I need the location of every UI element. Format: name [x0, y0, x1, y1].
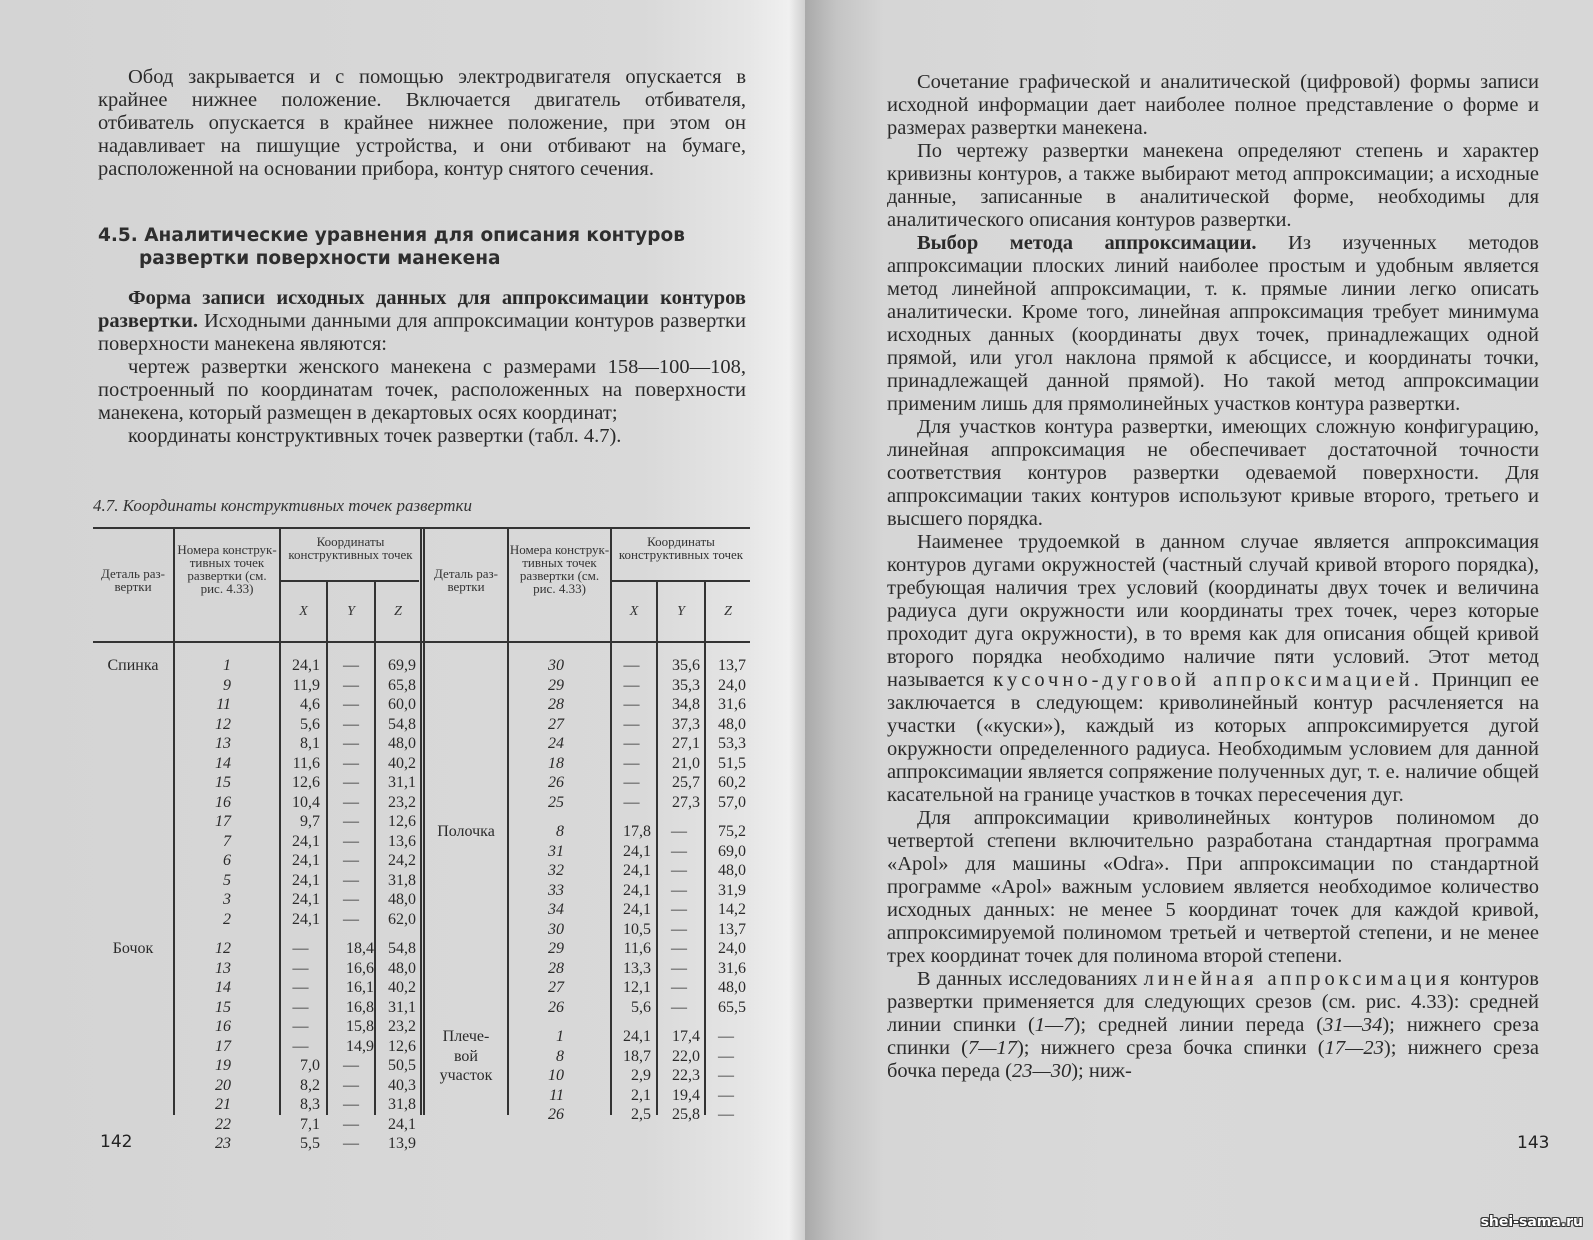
- cell-n: 12: [215, 940, 231, 957]
- cell-x: 11,6: [292, 754, 320, 772]
- cell-y: 35,3: [672, 676, 700, 694]
- cell-z: 51,5: [718, 754, 746, 772]
- paragraph-text: Наименее трудоемкой в данном случае является аппроксимация контуров дугами окружностей (частный случай кривой второго порядка), требующая наличия трех условий (координаты двух точек и величина радиуса дуги окружности или координаты трех точек, через которые проходит дуга окружности), в то время как для описания общей кривой второго порядка необходимо наличие пяти условий. Этот метод называется: [887, 531, 1539, 691]
- cell-z: 24,0: [718, 940, 746, 957]
- cell-y: —: [343, 1057, 359, 1074]
- cell-z: —: [718, 1086, 734, 1104]
- cell-n: 13: [215, 735, 231, 752]
- detail-label: Плече- вой участок: [439, 1028, 493, 1084]
- cell-x: —: [623, 657, 640, 674]
- cell-y: —: [671, 959, 687, 977]
- header-detail: Деталь раз-вертки: [101, 566, 165, 594]
- paragraph-drawing: чертеж развертки женского манекена с размерами 158—100—108, построенный по координатам точек, расположенных на поверхности манекена, который размещен в декартовых осях координат;: [98, 356, 746, 424]
- paragraph-text: ); средней линии переда (: [1073, 1014, 1324, 1036]
- cell-y: —: [343, 1076, 359, 1094]
- page-number-left: 142: [100, 1132, 133, 1152]
- paragraph-text: Из изученных методов аппроксимации плоских линий наиболее простым и удобным является метод линейной аппроксимации, т. к. прямые линии легко описать аналитически. Кроме того, линейная аппроксимация требует минимума исходных данных (координаты двух точек, принадлежащих одной прямой, или угол наклона прямой к абсциссе, и координаты точки, принадлежащей данной прямой). Но такой метод аппроксимации применим лишь для прямолинейных участков контура развертки.: [887, 232, 1539, 415]
- cell-z: 31,8: [388, 1096, 416, 1113]
- cell-x: —: [292, 959, 309, 977]
- cell-n: 7: [223, 832, 231, 850]
- range-ref: 31—34: [1323, 1014, 1383, 1036]
- cell-y: 21,0: [672, 754, 700, 772]
- cell-y: —: [343, 1096, 359, 1113]
- cell-x: 24,1: [292, 910, 320, 928]
- cell-y: —: [343, 1135, 359, 1152]
- paragraph: Сочетание графической и аналитической (цифровой) формы записи исходной информации дает наиболее полное представление о форме и размерах развертки манекена.: [887, 71, 1539, 139]
- paragraph: Для аппроксимации криволинейных контуров полиномом до четвертой степени включительно разработана стандартная программа «Apol» для машины «Odra». При аппроксимации по стандартной программе «Apol» важным условием является необходимое количество исходных данных: не менее 5 координат точек для каждой кривой, аппроксимируемой полиномом третьей и четвертой степени, и не менее трех координат точек для полинома второй степени.: [887, 807, 1539, 967]
- cell-n: 8: [556, 823, 564, 840]
- header-z: Z: [724, 604, 732, 619]
- detail-label: Спинка: [107, 657, 159, 674]
- paragraph-arc-approx: [887, 531, 1539, 807]
- cell-x: 18,7: [623, 1047, 651, 1065]
- cell-y: —: [671, 901, 687, 918]
- cell-z: 31,6: [718, 959, 746, 977]
- cell-n: 14: [215, 979, 231, 996]
- cell-n: 16: [215, 793, 231, 811]
- cell-n: 15: [215, 774, 231, 791]
- cell-x: 24,1: [292, 871, 320, 889]
- paragraph-bold-lead: Выбор метода аппроксимации.: [917, 232, 1257, 254]
- header-coords: Координаты конструктивных точек: [288, 534, 413, 562]
- cell-x: —: [292, 998, 309, 1016]
- cell-z: 31,1: [388, 774, 416, 791]
- header-numbers: Номера конструк-тивных точек развертки (см. рис. 4.33): [509, 542, 610, 596]
- cell-z: 13,7: [718, 920, 746, 938]
- cell-n: 15: [215, 998, 231, 1016]
- cell-x: 24,1: [292, 852, 320, 869]
- cell-z: 13,6: [388, 832, 416, 850]
- cell-y: 34,8: [672, 696, 700, 713]
- range-ref: 1—7: [1034, 1014, 1074, 1036]
- cell-x: 9,7: [300, 813, 320, 830]
- paragraph-text: контуров развертки применяется для следующих срезов (см. рис. 4.33): средней линии спинки (: [887, 968, 1539, 1036]
- cell-x: —: [623, 676, 640, 694]
- cell-x: 24,1: [292, 657, 320, 674]
- cell-y: 18,4: [346, 940, 374, 957]
- cell-y: 14,9: [346, 1037, 374, 1055]
- cell-x: 24,1: [623, 862, 651, 879]
- cell-n: 30: [548, 657, 564, 674]
- detail-label: Бочок: [112, 940, 154, 957]
- cell-x: 11,9: [292, 676, 320, 694]
- cell-n: 1: [556, 1028, 564, 1045]
- paragraph-text: Исходными данными для аппроксимации контуров развертки поверхности манекена являются:: [98, 310, 746, 355]
- cell-x: 24,1: [623, 901, 651, 918]
- cell-n: 19: [215, 1057, 231, 1074]
- cell-n: 1: [223, 657, 231, 674]
- cell-n: 21: [215, 1096, 231, 1113]
- cell-x: 12,1: [623, 979, 651, 996]
- cell-z: 23,2: [388, 1018, 416, 1035]
- cell-x: 2,9: [631, 1067, 651, 1084]
- cell-x: 7,0: [300, 1057, 320, 1074]
- cell-n: 3: [223, 891, 231, 908]
- cell-z: 24,1: [388, 1115, 416, 1133]
- cell-y: 22,3: [672, 1067, 700, 1084]
- paragraph: По чертежу развертки манекена определяют степень и характер кривизны контуров, а также выбирают метод аппроксимации; а исходные данные, записанные в аналитической форме, необходимы для аналитического описания контуров развертки.: [887, 140, 1539, 231]
- cell-x: 24,1: [623, 881, 651, 899]
- cell-n: 10: [548, 1067, 564, 1084]
- cell-x: 24,1: [623, 1028, 651, 1045]
- header-detail: Деталь раз-вертки: [434, 566, 498, 594]
- header-bottom-rule: [93, 641, 750, 643]
- cell-z: 48,0: [718, 862, 746, 879]
- cell-y: —: [671, 920, 687, 938]
- cell-y: —: [343, 735, 359, 752]
- cell-y: —: [343, 1115, 359, 1133]
- cell-y: —: [343, 891, 359, 908]
- header-y: Y: [677, 604, 685, 619]
- paragraph-text: ); нижнего среза бочка спинки (: [1016, 1037, 1325, 1059]
- cell-n: 6: [223, 852, 231, 869]
- cell-x: —: [623, 793, 640, 811]
- cell-x: 24,1: [292, 832, 320, 850]
- section-heading-line1: 4.5. Аналитические уравнения для описания контуров: [98, 225, 685, 246]
- cell-n: 25: [548, 793, 564, 811]
- header-z: Z: [394, 604, 402, 619]
- cell-x: 5,6: [300, 715, 320, 733]
- cell-n: 26: [548, 1106, 564, 1123]
- cell-x: 10,4: [292, 793, 320, 811]
- range-ref: 7—17: [967, 1037, 1017, 1059]
- cell-n: 9: [223, 676, 231, 694]
- cell-n: 17: [215, 813, 231, 830]
- cell-x: 12,6: [292, 774, 320, 791]
- cell-z: 12,6: [388, 1037, 416, 1055]
- cell-x: 11,6: [623, 940, 651, 957]
- cell-z: 31,1: [388, 998, 416, 1016]
- cell-z: 48,0: [388, 959, 416, 977]
- cell-x: 24,1: [292, 891, 320, 908]
- cell-x: 8,3: [300, 1096, 320, 1113]
- cell-z: 40,2: [388, 979, 416, 996]
- paragraph-text: Принцип ее заключается в следующем: криволинейный контур расчленяется на участки («куски»), каждый из которых аппроксимируется дугой окружности определенного радиуса. Необходимым условием для данной аппроксимации является сопряжение полученных дуг, т. е. наличие общей касательной на границе участков в точках пересечения дуг.: [887, 669, 1539, 806]
- cell-y: —: [343, 871, 359, 889]
- cell-y: —: [343, 832, 359, 850]
- cell-y: 22,0: [672, 1047, 700, 1065]
- cell-n: 26: [548, 998, 564, 1016]
- cell-y: —: [671, 998, 687, 1016]
- section-heading-line2: развертки поверхности манекена: [139, 248, 501, 269]
- cell-y: —: [343, 657, 359, 674]
- cell-z: 48,0: [388, 891, 416, 908]
- page-number-right: 143: [1517, 1133, 1550, 1153]
- cell-z: 12,6: [388, 813, 416, 830]
- section-heading: [98, 224, 698, 270]
- cell-x: —: [623, 735, 640, 752]
- coords-subheader-rule-right: [611, 580, 750, 582]
- emphasis-spaced: кусочно-дуговой аппроксимацией.: [993, 669, 1423, 691]
- cell-n: 27: [548, 979, 564, 996]
- cell-z: 31,6: [718, 696, 746, 713]
- cell-n: 13: [215, 959, 231, 977]
- cell-n: 31: [548, 842, 564, 860]
- cell-z: 48,0: [718, 715, 746, 733]
- cell-x: 8,1: [300, 735, 320, 752]
- cell-x: 13,3: [623, 959, 651, 977]
- cell-z: 14,2: [718, 901, 746, 918]
- cell-y: —: [671, 823, 687, 840]
- cell-n: 26: [548, 774, 564, 791]
- cell-y: —: [671, 979, 687, 996]
- paragraph-text: В данных исследованиях: [917, 968, 1144, 990]
- cell-n: 29: [548, 676, 564, 694]
- cell-z: 65,5: [718, 998, 746, 1016]
- cell-z: —: [718, 1106, 734, 1123]
- cell-z: 54,8: [388, 715, 416, 733]
- intro-paragraph: [98, 66, 746, 181]
- cell-n: 22: [215, 1115, 231, 1133]
- cell-z: 31,9: [718, 881, 746, 899]
- paragraph-coordinates: координаты конструктивных точек развертки (табл. 4.7).: [128, 425, 622, 447]
- range-ref: 17—23: [1324, 1037, 1384, 1059]
- paragraph-text: ); нижнего среза бочка переда (: [887, 1037, 1539, 1082]
- cell-x: 5,6: [631, 998, 651, 1016]
- coords-subheader-rule-left: [279, 580, 419, 582]
- cell-y: 17,4: [672, 1028, 700, 1045]
- cell-z: 57,0: [718, 793, 746, 811]
- paragraph-bold-lead: Форма записи исходных данных для аппроксимации контуров развертки.: [98, 287, 746, 332]
- cell-y: 25,8: [672, 1106, 700, 1123]
- cell-x: —: [623, 774, 640, 791]
- cell-z: 50,5: [388, 1057, 416, 1074]
- cell-n: 29: [548, 940, 564, 957]
- cell-y: 25,7: [672, 774, 700, 791]
- paragraph-method-choice: [887, 232, 1539, 416]
- cell-z: 13,7: [718, 657, 746, 674]
- cell-n: 24: [548, 735, 564, 752]
- cell-n: 20: [215, 1076, 231, 1094]
- paragraph-text: ); нижнего среза спинки (: [887, 1014, 1539, 1059]
- cell-z: 53,3: [718, 735, 746, 752]
- paragraph-input-data: [98, 287, 746, 356]
- cell-z: 31,8: [388, 871, 416, 889]
- cell-x: 10,5: [623, 920, 651, 938]
- emphasis-spaced: линейная аппроксимация: [1143, 968, 1454, 990]
- cell-n: 27: [548, 715, 564, 733]
- cell-y: —: [343, 754, 359, 772]
- header-x: X: [299, 604, 308, 619]
- cell-x: 4,6: [300, 696, 320, 713]
- left-body: [98, 287, 746, 448]
- right-body: [887, 71, 1539, 1083]
- cell-n: 33: [548, 881, 564, 899]
- header-numbers: Номера конструк-тивных точек развертки (см. рис. 4.33): [177, 542, 277, 596]
- cell-n: 28: [548, 959, 564, 977]
- cell-y: —: [671, 862, 687, 879]
- cell-x: 5,5: [300, 1135, 320, 1152]
- cell-n: 30: [548, 920, 564, 938]
- cell-n: 17: [215, 1037, 231, 1055]
- cell-x: —: [292, 979, 309, 996]
- cell-x: 2,1: [631, 1086, 651, 1104]
- header-x: X: [629, 604, 639, 619]
- cell-z: 13,9: [388, 1135, 416, 1152]
- cell-y: 15,8: [346, 1018, 374, 1035]
- cell-z: 24,0: [718, 676, 746, 694]
- paragraph: Для участков контура развертки, имеющих сложную конфигурацию, линейная аппроксимация не обеспечивает достаточной точности соответствия контуров развертки одеваемой поверхности. Для аппроксимации таких контуров используют кривые второго, третьего и высшего порядка.: [887, 416, 1539, 530]
- cell-y: —: [671, 842, 687, 860]
- cell-y: 27,3: [672, 793, 700, 811]
- cell-z: 48,0: [388, 735, 416, 752]
- cell-y: —: [671, 940, 687, 957]
- detail-label: Полочка: [437, 823, 495, 840]
- cell-y: —: [343, 774, 359, 791]
- cell-x: 7,1: [300, 1115, 320, 1133]
- cell-n: 8: [556, 1047, 564, 1065]
- cell-z: —: [718, 1067, 734, 1084]
- cell-y: —: [343, 793, 359, 811]
- range-ref: 23—30: [1011, 1060, 1072, 1082]
- cell-n: 11: [549, 1086, 564, 1104]
- cell-n: 11: [216, 696, 231, 713]
- cell-y: —: [343, 910, 359, 928]
- cell-n: 2: [223, 910, 231, 928]
- cell-z: 40,3: [388, 1076, 416, 1094]
- col-divider-center: [420, 529, 422, 1115]
- cell-n: 34: [548, 901, 564, 918]
- cell-y: —: [343, 852, 359, 869]
- cell-x: 8,2: [300, 1076, 320, 1094]
- cell-y: 16,6: [346, 959, 374, 977]
- cell-x: 24,1: [623, 842, 651, 860]
- cell-x: —: [623, 696, 640, 713]
- cell-z: 62,0: [388, 910, 416, 928]
- coordinates-table: [93, 529, 750, 1152]
- cell-z: 75,2: [718, 823, 746, 840]
- cell-y: —: [343, 813, 359, 830]
- cell-y: 27,1: [672, 735, 700, 752]
- cell-n: 16: [215, 1018, 231, 1035]
- cell-z: 69,9: [388, 657, 416, 674]
- paragraph-text: ); ниж-: [1071, 1060, 1132, 1082]
- intro-text: Обод закрывается и с помощью электродвигателя опускается в крайнее нижнее положение. Включается двигатель отбивателя, отбиватель опускается в крайнее нижнее положение, при этом он надавливает на пишущие устройства, и они отбивают на бумаге, расположенной на основании прибора, контур снятого сечения.: [98, 66, 746, 180]
- header-coords: Координаты конструктивных точек: [618, 534, 744, 562]
- cell-x: —: [623, 754, 640, 772]
- cell-z: 40,2: [388, 754, 416, 772]
- cell-z: 65,8: [388, 676, 416, 694]
- cell-x: 2,5: [631, 1106, 651, 1123]
- cell-x: —: [292, 1018, 309, 1035]
- cell-x: —: [292, 1037, 309, 1055]
- cell-x: —: [623, 715, 640, 733]
- cell-z: 23,2: [388, 793, 416, 811]
- cell-x: 17,8: [623, 823, 651, 840]
- cell-z: 48,0: [718, 979, 746, 996]
- paragraph-linear-cuts: [887, 968, 1539, 1083]
- cell-n: 32: [548, 862, 564, 879]
- cell-z: 24,2: [388, 852, 416, 869]
- cell-y: 16,8: [346, 998, 374, 1016]
- cell-y: —: [343, 696, 359, 713]
- cell-y: —: [671, 881, 687, 899]
- cell-y: 35,6: [672, 657, 700, 674]
- cell-y: —: [343, 676, 359, 694]
- cell-n: 5: [223, 871, 231, 889]
- cell-z: 60,0: [388, 696, 416, 713]
- cell-y: 37,3: [672, 715, 700, 733]
- cell-y: 19,4: [672, 1086, 700, 1104]
- cell-n: 23: [215, 1135, 231, 1152]
- watermark: shei-sama.ru: [1480, 1214, 1583, 1230]
- cell-n: 14: [215, 754, 231, 772]
- cell-n: 12: [215, 715, 231, 733]
- cell-z: 69,0: [718, 842, 746, 860]
- cell-z: 60,2: [718, 774, 746, 791]
- cell-z: —: [718, 1047, 734, 1065]
- cell-z: —: [718, 1028, 734, 1045]
- cell-n: 28: [548, 696, 564, 713]
- header-y: Y: [347, 604, 355, 619]
- cell-z: 54,8: [388, 940, 416, 957]
- cell-x: —: [292, 940, 309, 957]
- cell-n: 18: [548, 754, 564, 772]
- cell-y: 16,1: [346, 979, 374, 996]
- cell-y: —: [343, 715, 359, 733]
- table-caption: 4.7. Координаты конструктивных точек развертки: [93, 496, 473, 515]
